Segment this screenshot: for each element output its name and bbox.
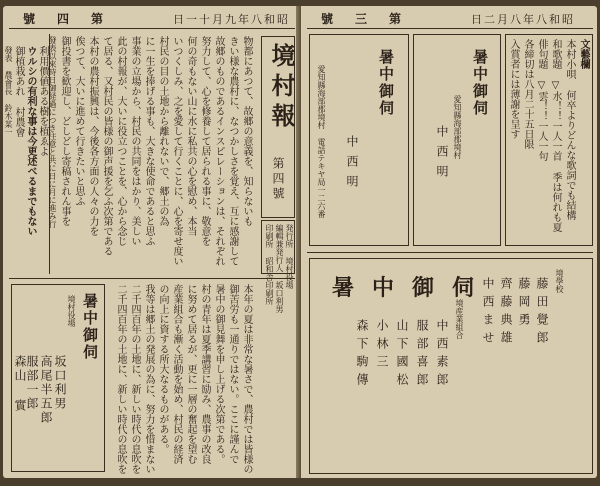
issue-date: 日一十月九年八和昭	[173, 13, 290, 26]
editorial-line: て居る、又村民の皆様の御声援を乞ふ次第である	[101, 36, 112, 256]
imprint-line: 印刷所 昭和舎印刷所	[265, 224, 274, 305]
notice-line: 各締切は八月二十五日限	[522, 39, 533, 149]
masthead-box	[261, 36, 295, 218]
greeting-card	[413, 34, 501, 246]
greeting-name: 山下國松	[395, 319, 409, 391]
lower-text-line: の向上に資する所大なるものがある。	[157, 284, 168, 454]
section-rule	[307, 252, 593, 253]
header-rule	[9, 28, 295, 29]
editorial-line: 本村の農村振興は、今後各方面の人々の力を	[87, 36, 98, 236]
lower-text-line: に努めて居るが、更に一層の奮起を望む	[185, 284, 196, 464]
greeting-title: 暑中御伺	[377, 49, 395, 117]
ad-line: ウルシの有利な事は今更述べるまでもない	[25, 46, 36, 236]
imprint-box	[261, 220, 295, 313]
greeting-name: 森山 實	[13, 355, 27, 413]
greeting-box	[11, 284, 105, 472]
ad-line: 發表 農會長 鈴木某一	[4, 46, 13, 136]
notice-box	[505, 34, 593, 246]
greeting-name: 小林三	[375, 319, 389, 373]
greeting-name: 中西明	[345, 135, 359, 195]
left-page	[3, 6, 299, 478]
editorial-line: いつくしみ、之を愛して行くことに、心を寄せ度い	[171, 36, 182, 266]
lower-text-line: 暑中の御見舞を申し上げる次第である。	[213, 284, 224, 464]
ad-line: 利用價値ある樹を植ゑよ	[37, 46, 48, 156]
editorial-line: 此の村報が、大いに役立つことを、心から念じ	[115, 36, 126, 246]
greeting-name: 森下駒傳	[355, 319, 369, 391]
notice-line: 文藝欄	[578, 39, 589, 69]
lower-text-line: 本年の夏は非常な暑さで、農村では皆様の	[241, 284, 252, 474]
issue-date: 日二月八年八和昭	[471, 13, 575, 26]
right-page	[301, 6, 597, 478]
greeting-title: 暑中御伺	[471, 49, 489, 117]
masthead-title: 境村報	[267, 43, 296, 133]
main-greeting-title: 暑中御伺	[332, 275, 493, 301]
editorial-line: 故郷のものであるインスピレーションは、それぞれ	[213, 36, 224, 266]
lower-text-line: 村の青年は夏季講習に励み、農事の改良	[199, 284, 210, 464]
editorial-line: 物都にあつて、故郷の意義を、知らないも	[241, 36, 252, 226]
greeting-name: 藤岡勇	[517, 277, 531, 331]
greeting-org: 境學校	[555, 269, 564, 293]
greeting-name: 中西ませ	[481, 277, 495, 349]
greeting-name: 服部一郎	[25, 355, 39, 411]
ad-line: 御植栽あれ 村農會	[13, 46, 24, 137]
greeting-name: 坂口利男	[53, 355, 67, 411]
greeting-org: 境産業組合	[455, 299, 464, 339]
header-rule	[307, 28, 593, 29]
notice-line: 俳句題 ▽雲！！一人一句	[536, 39, 547, 161]
lower-text-line: 二千四百年の土地に、新しい時代の息吹を	[129, 284, 140, 474]
editorial-line: 何の奇もない山に水に私共の心を慰め、本当	[185, 36, 196, 236]
greeting-name: 服部喜郎	[415, 319, 429, 391]
editorial-line: に一生を捧げる事も、大きな使命であると思ふ	[143, 36, 154, 246]
main-greeting-box	[309, 258, 593, 474]
greeting-addr: 愛知縣海部郡境村 電話テキヤ局一二六番	[317, 65, 326, 218]
editorial-line: きい様な農村に、なつかしさを覚え、互に感謝して	[227, 36, 238, 266]
lower-text-line: 我等は郷土の発展の為に、努力を惜まない	[143, 284, 154, 474]
greeting-name: 中西明	[435, 125, 449, 185]
greeting-name: 高尾半五郎	[39, 355, 53, 425]
issue-number: 號三第	[321, 12, 424, 26]
masthead-issue: 第四號	[271, 157, 285, 202]
editorial-line: 御投書を歓迎し、どしどし寄稿されん事を	[59, 36, 70, 226]
imprint-line: 発行所 境村役場	[285, 224, 294, 289]
notice-line: 入賞者には薄謝を呈す	[508, 39, 519, 139]
greeting-addr: 愛知縣海部郡境村	[453, 95, 462, 159]
imprint-line: 編輯兼発行人 坂口利男	[275, 224, 284, 313]
ad-line: 發表以來時日御経過につき注意と共に日に月に進み行	[48, 36, 57, 228]
greeting-name: 藤田覺郎	[535, 277, 549, 349]
lower-text-line: 産業組合も漸く活動を始め、村民の経済	[171, 284, 182, 464]
lower-text-line: 御苦労も一通りではない。ここに謹んで	[227, 284, 238, 464]
greeting-name: 齊藤典雄	[499, 277, 513, 349]
issue-number: 號四第	[23, 12, 126, 26]
greeting-name: 中西素郎	[435, 319, 449, 391]
editorial-line: 努力して、心を修養して居られる事に、敬意を	[199, 36, 210, 246]
greeting-org: 境村役場	[67, 295, 76, 327]
notice-line: 和歌題 ▽水！！一人一首 季は何れも夏	[550, 39, 561, 232]
greeting-title: 暑中御伺	[81, 293, 99, 361]
notice-line: 本村小唄 何卒よりどんな歌詞でも結構	[564, 39, 575, 220]
editorial-line: 事業の立場から、村民の共同をはかり、美しい	[129, 36, 140, 246]
lower-text-line: 二千四百年の土地に、新しい時代の息吹を	[115, 284, 126, 474]
editorial-line: 村民の目の土地から離れないで、郷土の為	[157, 36, 168, 226]
greeting-card	[309, 34, 409, 246]
editorial-line: 俟つて、大いに進めて行きたいと思ふ	[73, 36, 84, 206]
section-rule	[9, 278, 295, 279]
